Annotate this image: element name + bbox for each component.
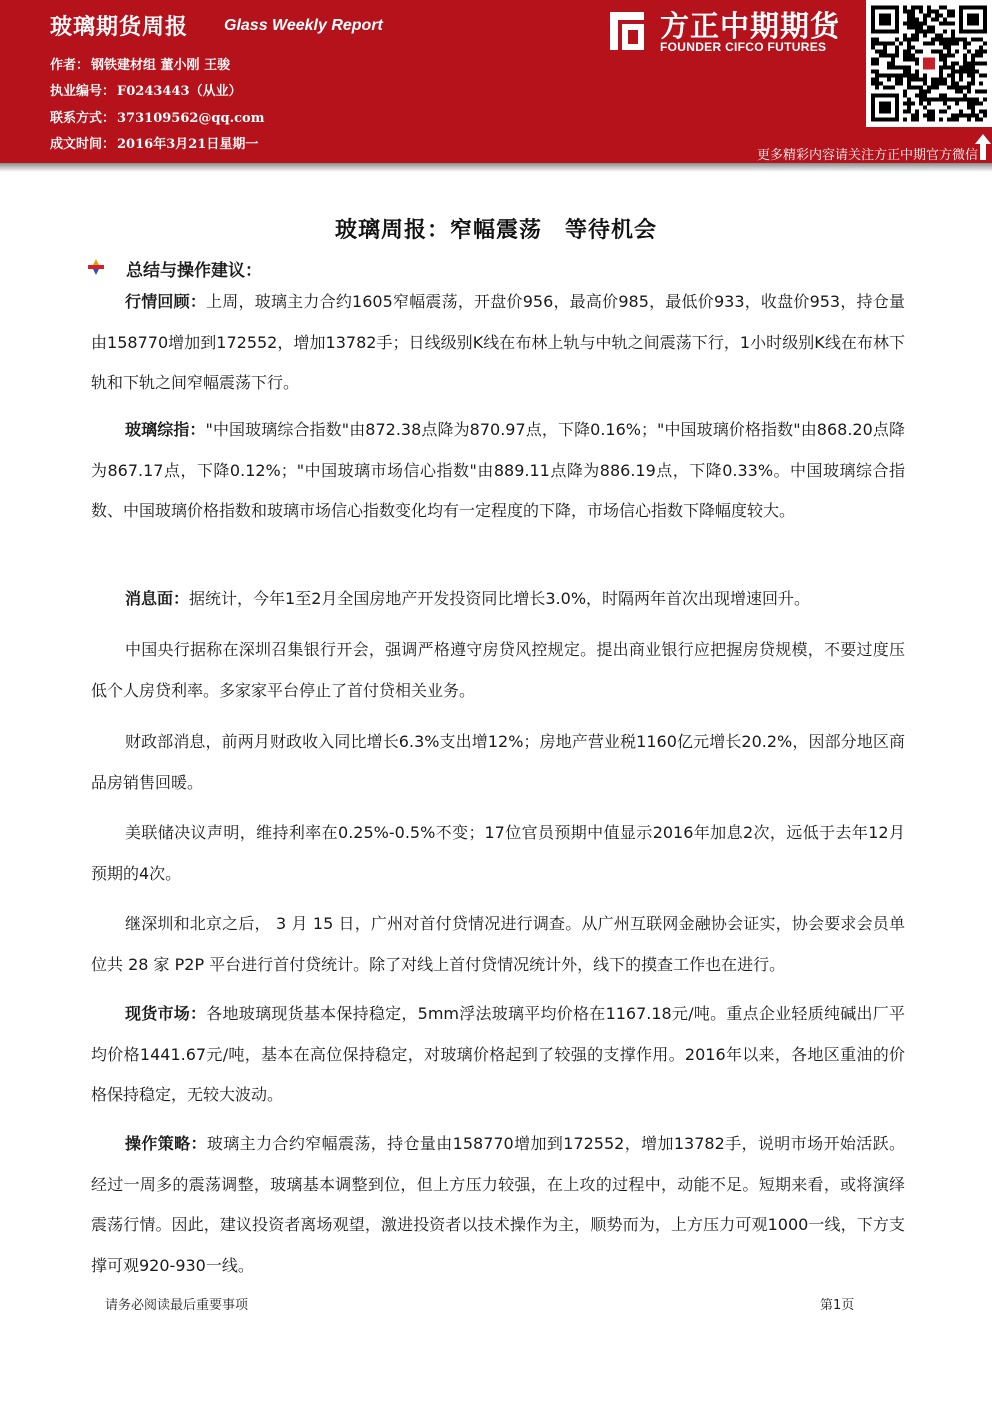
paragraph-label: 行情回顾： — [125, 292, 207, 311]
paragraph-label: 玻璃综指： — [125, 420, 206, 439]
footer-notice: 请务必阅读最后重要事项 — [105, 1298, 249, 1313]
author-value: 钢铁建材组 董小刚 王骏 — [91, 58, 231, 73]
paragraph-label: 操作策略： — [125, 1134, 207, 1153]
qr-code-icon — [871, 5, 987, 122]
paragraph-label: 消息面： — [125, 589, 190, 608]
report-subtitle: Glass Weekly Report — [224, 17, 383, 34]
meta-contact — [50, 107, 264, 126]
paragraph-label: 现货市场： — [125, 1004, 207, 1023]
paragraph-news-fed — [91, 813, 905, 894]
company-logo — [602, 6, 864, 58]
report-header-banner — [0, 0, 992, 163]
paragraph-news-guangzhou — [91, 904, 905, 985]
date-label: 成文时间： — [50, 137, 116, 152]
paragraph-news-pboc — [91, 630, 905, 711]
arrow-up-icon — [975, 134, 991, 160]
paragraph-spot-market — [91, 994, 905, 1116]
paragraph-strategy — [91, 1124, 905, 1286]
document-title: 玻璃周报：窄幅震荡 等待机会 — [334, 218, 657, 243]
paragraph-text: 财政部消息，前两月财政收入同比增长6.3%支出增12%；房地产营业税1160亿元增长20.2%，因部分地区商品房销售回暖。 — [91, 732, 905, 792]
page-number: 第1页 — [820, 1298, 855, 1313]
header-divider — [0, 163, 992, 172]
paragraph-text: 各地玻璃现货基本保持稳定，5mm浮法玻璃平均价格在1167.18元/吨。重点企业轻质纯碱出厂平均价格1441.67元/吨，基本在高位保持稳定，对玻璃价格起到了较强的支撑作用。2016年以来，各地区重油的价格保持稳定，无较大波动。 — [91, 1004, 905, 1104]
meta-license — [50, 80, 242, 99]
paragraph-text: "中国玻璃综合指数"由872.38点降为870.97点，下降0.16%；"中国玻璃价格指数"由868.20点降为867.17点，下降0.12%；"中国玻璃市场信心指数"由889.11点降为886.19点，下降0.33%。中国玻璃综合指数、中国玻璃价格指数和玻璃市场信心指数变化均有一定程度的下降，市场信心指数下降幅度较大。 — [91, 420, 905, 520]
paragraph-text: 上周，玻璃主力合约1605窄幅震荡，开盘价956，最高价985，最低价933，收盘价953，持仓量由158770增加到172552，增加13782手；日线级别K线在布林上轨与中轨之间震荡下行，1小时级别K线在布林下轨和下轨之间窄幅震荡下行。 — [91, 292, 905, 392]
follow-wechat-text: 更多精彩内容请关注方正中期官方微信 — [756, 148, 978, 163]
company-logo-icon — [602, 6, 652, 56]
paragraph-text: 美联储决议声明，维持利率在0.25%-0.5%不变；17位官员预期中值显示2016年加息2次，远低于去年12月预期的4次。 — [91, 823, 905, 883]
date-value: 2016年3月21日星期一 — [117, 137, 259, 152]
author-label: 作者： — [50, 58, 90, 73]
license-label: 执业编号： — [50, 84, 116, 99]
paragraph-market-review — [91, 282, 905, 404]
paragraph-text: 继深圳和北京之后， 3 月 15 日，广州对首付贷情况进行调查。从广州互联网金融协会证实，协会要求会员单位共 28 家 P2P 平台进行首付贷统计。除了对线上首付贷情况统计外，线下的摸查工作也在进行。 — [91, 914, 905, 974]
contact-label: 联系方式： — [50, 111, 116, 126]
paragraph-text: 据统计，今年1至2月全国房地产开发投资同比增长3.0%，时隔两年首次出现增速回升。 — [189, 589, 811, 608]
wechat-qr-code — [866, 0, 992, 127]
license-value: F0243443（从业） — [117, 84, 242, 99]
paragraph-text: 中国央行据称在深圳召集银行开会，强调严格遵守房贷风控规定。提出商业银行应把握房贷规模，不要过度压低个人房贷利率。多家家平台停止了首付贷相关业务。 — [91, 640, 905, 700]
paragraph-text: 玻璃主力合约窄幅震荡，持仓量由158770增加到172552，增加13782手，说明市场开始活跃。经过一周多的震荡调整，玻璃基本调整到位，但上方压力较强，在上攻的过程中，动能不足。短期来看，或将演绎震荡行情。因此，建议投资者离场观望，激进投资者以技术操作为主，顺势而为，上方压力可观1000一线，下方支撑可观920-930一线。 — [91, 1134, 905, 1275]
paragraph-news-finance — [91, 722, 905, 803]
meta-date — [50, 133, 258, 152]
paragraph-glass-index — [91, 410, 905, 532]
report-title: 玻璃期货周报 — [50, 15, 189, 40]
logo-english-name: FOUNDER CIFCO FUTURES — [660, 40, 827, 54]
meta-author — [50, 54, 230, 73]
contact-value[interactable]: 373109562@qq.com — [117, 111, 265, 126]
paragraph-news — [91, 579, 905, 620]
logo-chinese-name: 方正中期期货 — [660, 9, 841, 43]
section-heading-label: 总结与操作建议： — [126, 261, 262, 281]
bullet-icon — [88, 259, 104, 275]
